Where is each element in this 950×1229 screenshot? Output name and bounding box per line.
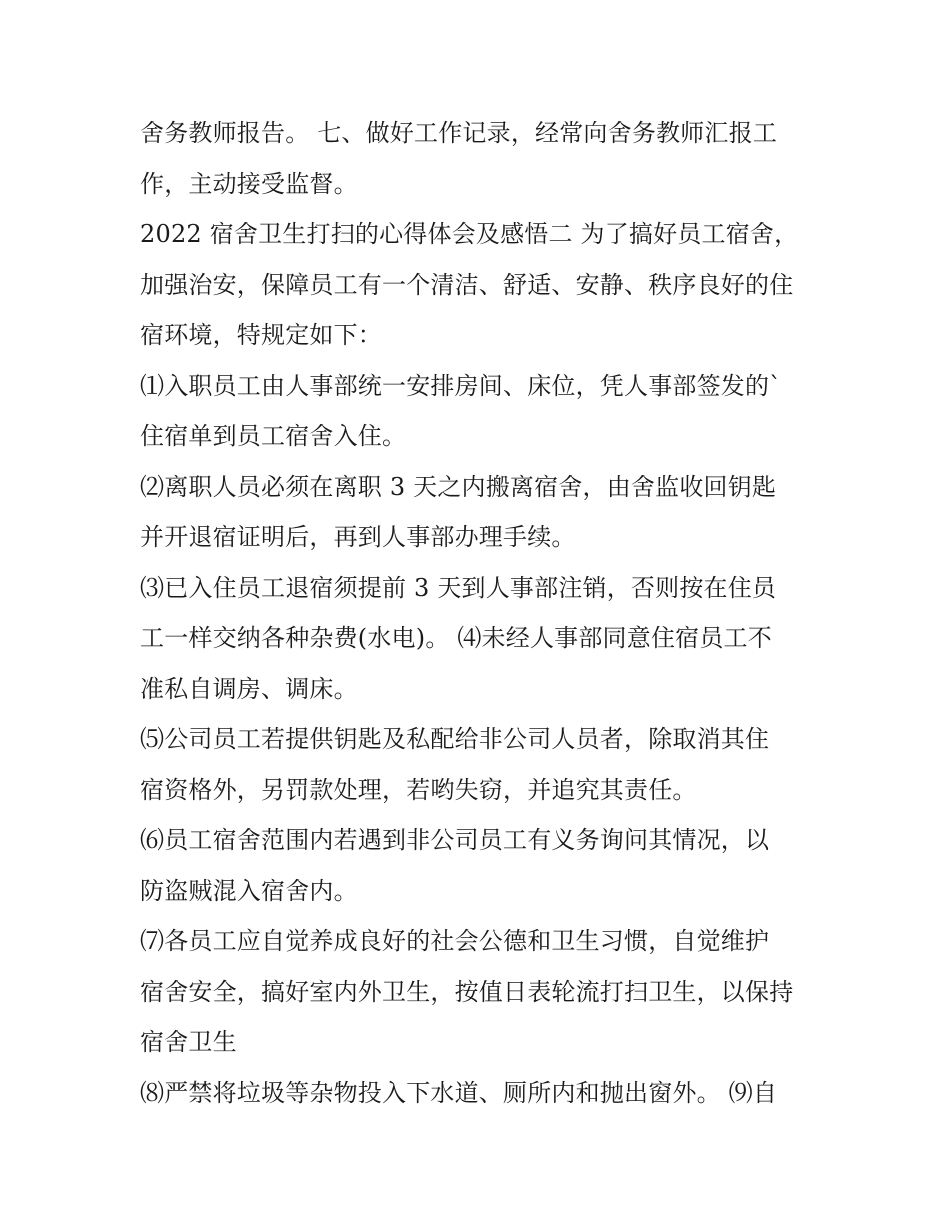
text-line-12: 准私自调房、调床。 [140,674,358,703]
text-line-8: ⑵离职人员必须在离职 3 天之内搬离宿舍，由舍监收回钥匙 [140,472,777,501]
text-line-9: 并开退宿证明后，再到人事部办理手续。 [140,523,576,551]
text-line-6: ⑴入职员工由人事部统一安排房间、床位，凭人事部签发的` [140,371,782,400]
text-line-18: 宿舍安全，搞好室内外卫生，按值日表轮流打扫卫生，以保持 [140,977,794,1006]
text-line-13: ⑸公司员工若提供钥匙及私配给非公司人员者，除取消其住 [140,725,770,753]
text-line-11: 工一样交纳各种杂费(水电)。 ⑷未经人事部同意住宿员工不 [140,624,772,652]
text-line-16: 防盗贼混入宿舍内。 [140,876,358,905]
document-body [140,108,820,1118]
text-line-5: 宿环境，特规定如下： [140,321,382,349]
text-line-10: ⑶已入住员工退宿须提前 3 天到人事部注销，否则按在住员 [140,573,777,602]
text-line-2: 作，主动接受监督。 [140,169,358,198]
text-line-14: 宿资格外，另罚款处理，若哟失窃，并追究其责任。 [140,775,697,804]
text-line-15: ⑹员工宿舍范围内若遇到非公司员工有义务询问其情况，以 [140,826,770,854]
text-line-20: ⑻严禁将垃圾等杂物投入下水道、厕所内和抛出窗外。 ⑼自 [140,1078,778,1107]
text-line-4: 加强治安，保障员工有一个清洁、舒适、安静、秩序良好的住 [140,270,794,299]
text-line-7: 住宿单到员工宿舍入住。 [140,422,407,450]
text-line-1: 舍务教师报告。 七、做好工作记录，经常向舍务教师汇报工 [140,119,778,147]
text-line-19: 宿舍卫生 [140,1028,237,1056]
text-line-3: 2022 宿舍卫生打扫的心得体会及感悟二 为了搞好员工宿舍， [140,220,799,248]
text-line-17: ⑺各员工应自觉养成良好的社会公德和卫生习惯，自觉维护 [140,927,770,955]
